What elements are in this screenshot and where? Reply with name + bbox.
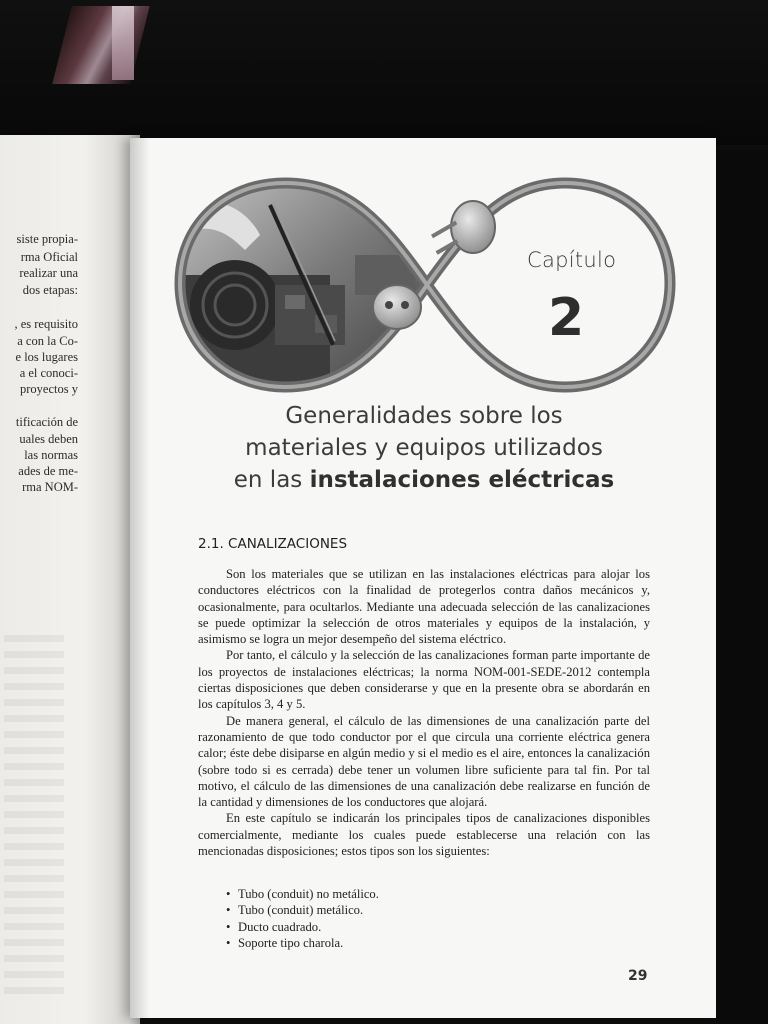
left-page-line: e los lugares	[15, 350, 78, 364]
light-reflection-highlight	[112, 6, 134, 80]
left-page-line: a con la Co-	[17, 334, 78, 348]
chapter-title-line: materiales y equipos utilizados	[245, 435, 603, 461]
chapter-title	[196, 400, 652, 496]
left-page-line: las normas	[24, 448, 78, 462]
list-item: • Ducto cuadrado.	[226, 919, 526, 935]
dark-background-right	[716, 150, 768, 1024]
left-page-line: dos etapas:	[22, 283, 78, 297]
left-page	[0, 135, 140, 1024]
left-page-line: tificación de	[15, 415, 78, 429]
chapter-label: Capítulo	[527, 248, 617, 272]
left-page-line: siste propia-	[16, 232, 78, 246]
chapter-title-normal: en las	[233, 467, 310, 493]
chapter-title-bold: instalaciones eléctricas	[309, 467, 615, 493]
paragraph: De manera general, el cálculo de las dimensiones de una canalización parte del razonamiento de que todo conductor por el que circula una corriente eléctrica genera calor; éste debe disiparse en algún medio y si el medio es el aire, entonces la canalización (sobre todo si es cerrada) debe tener un volumen libre suficiente para tal fin. Por tal motivo, el cálculo de las dimensiones de una canalización debe realizarse en función de la cantidad y dimensiones de los conductores que alojará.	[198, 713, 650, 810]
chapter-title-line: Generalidades sobre los	[285, 403, 563, 429]
plug-male-icon	[431, 201, 495, 255]
chapter-illustration	[165, 165, 685, 405]
left-page-line: ades de me-	[18, 464, 78, 478]
paragraph: Son los materiales que se utilizan en las instalaciones eléctricas para alojar los conductores eléctricos con la finalidad de protegerlos contra daños mecánicos y, ocasionalmente, para ocultarlos. Mediante una adecuada selección de las canalizaciones se puede optimizar la selección de otros materiales y equipos de la instalación, y asimismo se logra un mejor desempeño del sistema eléctrico.	[198, 567, 650, 647]
list-item: • Soporte tipo charola.	[226, 935, 526, 951]
left-page-line: uales deben	[19, 432, 78, 446]
show-through-text	[4, 635, 64, 995]
left-page-line: , es requisito	[14, 317, 78, 331]
list-item: • Tubo (conduit) no metálico.	[226, 886, 526, 902]
section-heading: 2.1. CANALIZACIONES	[198, 536, 348, 552]
paragraph: Por tanto, el cálculo y la selección de las canalizaciones forman parte importante de los proyectos de instalaciones eléctricas; la norma NOM-001-SEDE-2012 contempla ciertas disposiciones que deben considerarse y que en la presente obra se abordarán en los capítulos 3, 4 y 5.	[198, 648, 650, 712]
bullet-list	[226, 886, 526, 951]
chapter-number: 2	[548, 288, 585, 348]
left-page-line: proyectos y	[20, 382, 78, 396]
chapter-title-line	[196, 464, 652, 496]
paragraph: En este capítulo se indicarán los principales tipos de canalizaciones disponibles comercialmente, mediante los cuales puede establecerse una relación con las mencionadas disposiciones; estos tipos son los siguientes:	[198, 811, 650, 859]
left-page-line: rma Oficial	[20, 250, 78, 264]
list-item: • Tubo (conduit) metálico.	[226, 902, 526, 918]
left-page-line: a el conoci-	[19, 366, 78, 380]
page-gutter	[130, 138, 150, 1018]
left-page-line: realizar una	[19, 266, 78, 280]
plug-socket-icon	[373, 285, 421, 329]
body-text	[198, 566, 650, 859]
page-number: 29	[628, 968, 648, 984]
left-page-line: rma NOM-	[22, 480, 78, 494]
